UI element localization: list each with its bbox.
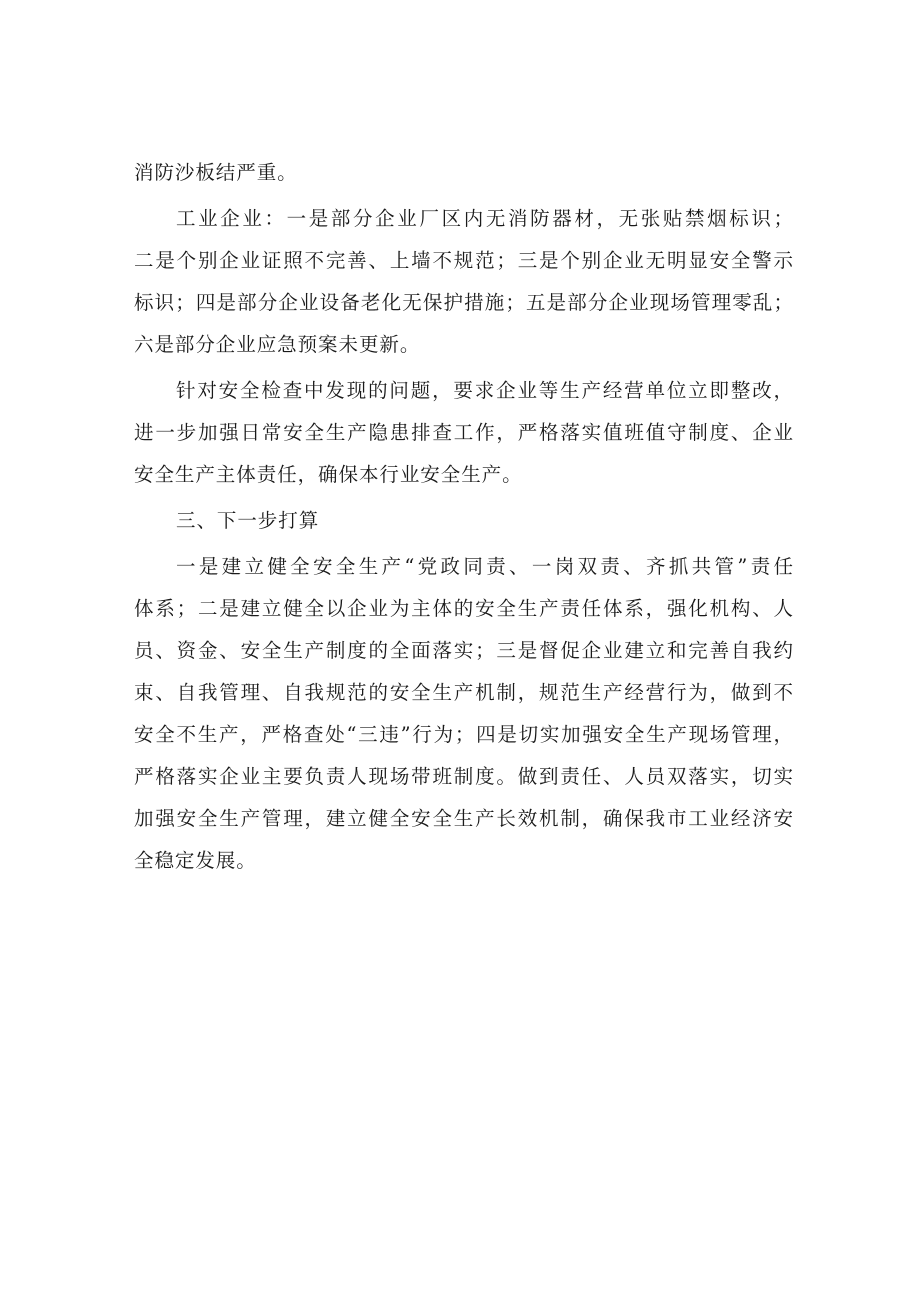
- paragraph-line: 一是建立健全安全生产“党政同责、一岗双责、齐抓共管”责任: [176, 555, 794, 578]
- paragraph-5: [134, 546, 794, 882]
- paragraph-line: 束、自我管理、自我规范的安全生产机制，规范生产经营行为，做到不: [134, 681, 794, 704]
- paragraph-line: 加强安全生产管理，建立健全安全生产长效机制，确保我市工业经济安: [134, 807, 794, 830]
- paragraph-line: 标识；四是部分企业设备老化无保护措施；五是部分企业现场管理零乱；: [134, 291, 794, 314]
- paragraph-line: 员、资金、安全生产制度的全面落实；三是督促企业建立和完善自我约: [134, 639, 794, 662]
- paragraph-line: 安全不生产，严格查处“三违”行为；四是切实加强安全生产现场管理，: [134, 723, 794, 746]
- section-heading-text: 三、下一步打算: [176, 509, 320, 532]
- paragraph-line: 严格落实企业主要负责人现场带班制度。做到责任、人员双落实，切实: [134, 765, 794, 788]
- paragraph-2: [134, 198, 794, 366]
- paragraph-line: 全稳定发展。: [134, 849, 257, 872]
- paragraph-line: 工业企业：一是部分企业厂区内无消防器材，无张贴禁烟标识；: [176, 207, 794, 230]
- section-heading: [134, 500, 794, 542]
- paragraph-line: 体系；二是建立健全以企业为主体的安全生产责任体系，强化机构、人: [134, 597, 794, 620]
- paragraph-3: [134, 370, 794, 496]
- paragraph-1: [134, 152, 794, 194]
- paragraph-line: 安全生产主体责任，确保本行业安全生产。: [134, 463, 523, 486]
- paragraph-line: 消防沙板结严重。: [134, 161, 298, 184]
- paragraph-line: 二是个别企业证照不完善、上墙不规范；三是个别企业无明显安全警示: [134, 249, 794, 272]
- paragraph-line: 进一步加强日常安全生产隐患排查工作，严格落实值班值守制度、企业: [134, 421, 794, 444]
- paragraph-line: 针对安全检查中发现的问题，要求企业等生产经营单位立即整改，: [176, 379, 794, 402]
- paragraph-line: 六是部分企业应急预案未更新。: [134, 333, 421, 356]
- document-body: [134, 152, 794, 882]
